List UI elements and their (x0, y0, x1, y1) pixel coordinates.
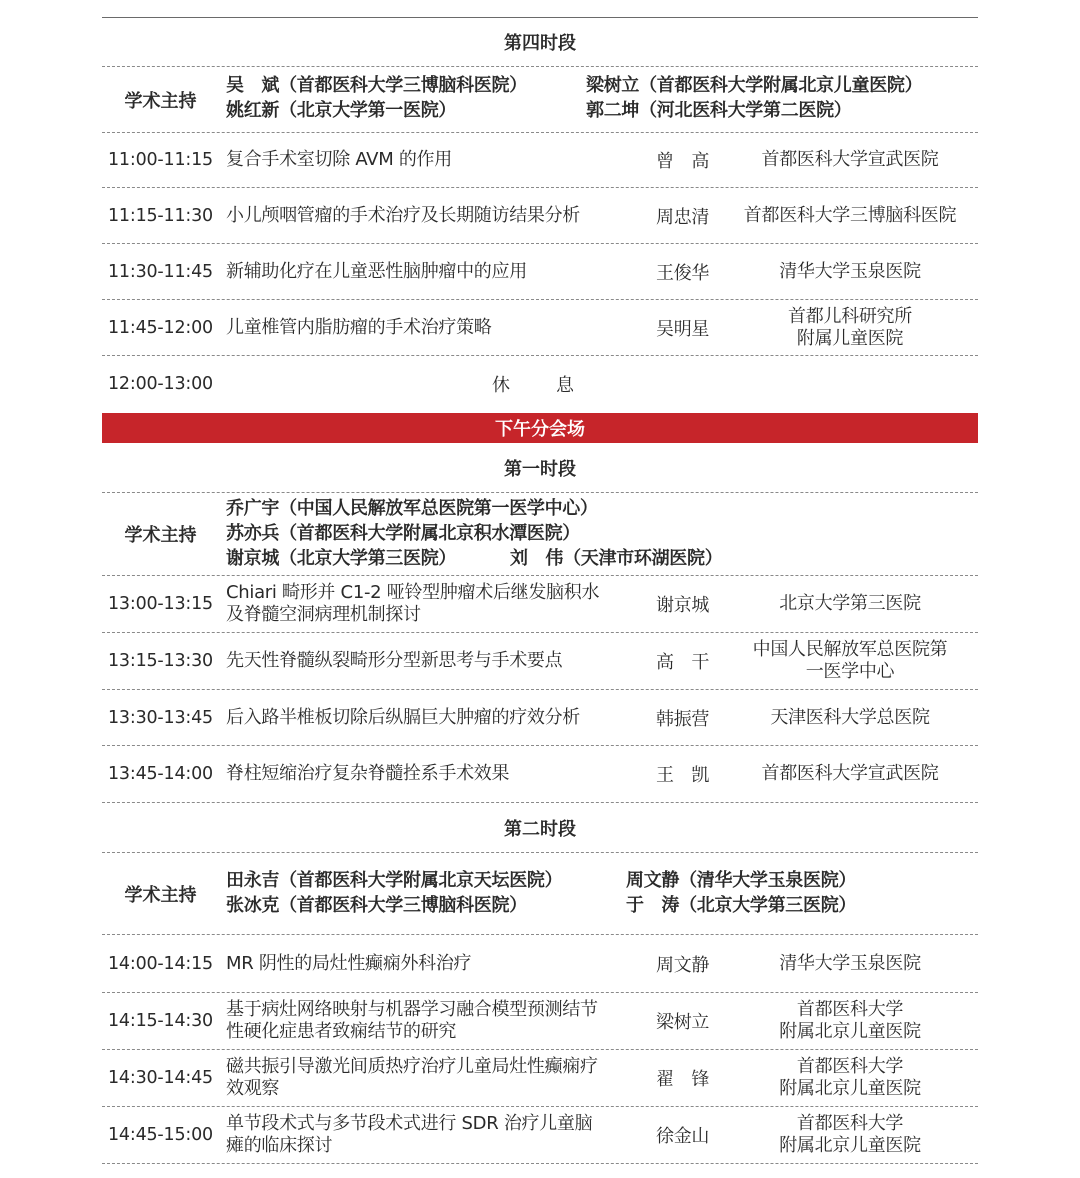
talk-time: 13:15-13:30 (108, 651, 213, 671)
table-row (102, 133, 978, 188)
talk-topic: 后入路半椎板切除后纵膈巨大肿瘤的疗效分析 (226, 706, 580, 728)
break-time: 12:00-13:00 (108, 374, 213, 394)
host-label: 学术主持 (124, 884, 197, 906)
table-row (102, 1050, 978, 1107)
talk-topic: 小儿颅咽管瘤的手术治疗及长期随访结果分析 (226, 204, 580, 226)
talk-speaker: 周忠清 (656, 206, 710, 228)
talk-institution: 首都医科大学宣武医院 (761, 763, 939, 784)
talk-speaker: 高 干 (656, 652, 710, 673)
talk-institution: 清华大学玉泉医院 (779, 260, 921, 282)
talk-time: 13:45-14:00 (108, 764, 213, 784)
talk-topic: 基于病灶网络映射与机器学习融合模型预测结节 性硬化症患者致痫结节的研究 (226, 999, 598, 1042)
host-list (226, 73, 976, 123)
host-row-pm1 (102, 493, 978, 576)
host-name: 郭二坤（河北医科大学第二医院） (586, 100, 852, 121)
table-row (102, 576, 978, 633)
talk-institution: 首都医科大学 附属北京儿童医院 (779, 1056, 921, 1099)
talk-topic: MR 阴性的局灶性癫痫外科治疗 (226, 952, 472, 974)
talk-time: 11:30-11:45 (108, 261, 213, 282)
talk-topic: 单节段术式与多节段术式进行 SDR 治疗儿童脑 瘫的临床探讨 (226, 1113, 593, 1156)
table-row (102, 244, 978, 300)
table-row (102, 188, 978, 244)
host-label: 学术主持 (124, 525, 197, 546)
talk-topic: 磁共振引导激光间质热疗治疗儿童局灶性癫痫疗 效观察 (226, 1056, 598, 1099)
talk-institution: 首都医科大学 附属北京儿童医院 (779, 999, 921, 1042)
table-row (102, 1107, 978, 1164)
host-name: 张冰克（首都医科大学三博脑科医院） (226, 895, 527, 916)
section-header-pm1 (102, 443, 978, 493)
talk-time: 14:30-14:45 (108, 1068, 213, 1088)
section-title: 第二时段 (504, 818, 576, 840)
talk-topic: 新辅助化疗在儿童恶性脑肿瘤中的应用 (226, 260, 527, 282)
talk-time: 14:00-14:15 (108, 953, 213, 974)
talk-speaker: 曾 高 (656, 151, 710, 172)
talk-institution: 首都医科大学宣武医院 (761, 149, 939, 170)
host-row-pm2 (102, 853, 978, 935)
talk-speaker: 韩振营 (656, 708, 710, 730)
talk-speaker: 徐金山 (656, 1126, 710, 1147)
break-row (102, 356, 978, 412)
section-title: 第一时段 (504, 458, 576, 480)
host-name: 周文静（清华大学玉泉医院） (626, 870, 857, 891)
talk-institution: 首都儿科研究所 附属儿童医院 (788, 305, 912, 349)
talk-institution: 首都医科大学三博脑科医院 (743, 204, 957, 226)
talk-time: 11:15-11:30 (108, 205, 213, 226)
afternoon-banner: 下午分会场 (102, 413, 978, 443)
host-name: 梁树立（首都医科大学附属北京儿童医院） (586, 75, 923, 96)
talk-time: 13:00-13:15 (108, 594, 213, 614)
talk-speaker: 谢京城 (656, 595, 710, 616)
talk-speaker: 周文静 (656, 954, 710, 976)
talk-speaker: 王俊华 (656, 262, 710, 284)
talk-time: 14:15-14:30 (108, 1011, 213, 1031)
table-row (102, 633, 978, 690)
break-label: 休 息 (492, 375, 588, 396)
talk-time: 11:45-12:00 (108, 317, 213, 338)
host-name: 苏亦兵（首都医科大学附属北京积水潭医院） (226, 523, 580, 544)
talk-time: 11:00-11:15 (108, 150, 213, 170)
section-header-pm2 (102, 803, 978, 853)
host-label: 学术主持 (124, 90, 197, 112)
table-row (102, 746, 978, 803)
section-header-session4 (102, 18, 978, 67)
talk-institution: 清华大学玉泉医院 (779, 952, 921, 974)
host-name: 乔广宇（中国人民解放军总医院第一医学中心） (226, 498, 598, 519)
host-row-session4 (102, 67, 978, 133)
host-name: 谢京城（北京大学第三医院） (226, 548, 457, 569)
talk-institution: 首都医科大学 附属北京儿童医院 (779, 1113, 921, 1156)
host-name: 姚红新（北京大学第一医院） (226, 100, 457, 121)
talk-speaker: 王 凯 (656, 765, 710, 786)
host-name: 刘 伟（天津市环湖医院） (510, 548, 723, 569)
host-name: 吴 斌（首都医科大学三博脑科医院） (226, 75, 527, 96)
talk-topic: 脊柱短缩治疗复杂脊髓拴系手术效果 (226, 763, 510, 784)
table-row (102, 690, 978, 746)
host-name: 田永吉（首都医科大学附属北京天坛医院） (226, 870, 563, 891)
talk-topic: 先天性脊髓纵裂畸形分型新思考与手术要点 (226, 650, 563, 671)
talk-institution: 北京大学第三医院 (779, 593, 921, 614)
host-list (226, 868, 976, 918)
talk-time: 14:45-15:00 (108, 1125, 213, 1145)
table-row (102, 935, 978, 993)
talk-topic: 儿童椎管内脂肪瘤的手术治疗策略 (226, 316, 492, 338)
talk-institution: 天津医科大学总医院 (770, 706, 930, 728)
table-row (102, 993, 978, 1050)
talk-speaker: 翟 锋 (656, 1069, 710, 1090)
talk-topic: 复合手术室切除 AVM 的作用 (226, 149, 452, 170)
talk-topic: Chiari 畸形并 C1-2 哑铃型肿瘤术后继发脑积水 及脊髓空洞病理机制探讨 (226, 582, 600, 625)
section-title: 第四时段 (504, 33, 576, 54)
talk-speaker: 梁树立 (656, 1012, 710, 1033)
host-list (226, 496, 976, 571)
host-name: 于 涛（北京大学第三医院） (626, 895, 857, 916)
talk-time: 13:30-13:45 (108, 707, 213, 728)
talk-speaker: 吴明星 (656, 318, 710, 340)
table-row (102, 300, 978, 356)
talk-institution: 中国人民解放军总医院第 一医学中心 (752, 639, 948, 682)
